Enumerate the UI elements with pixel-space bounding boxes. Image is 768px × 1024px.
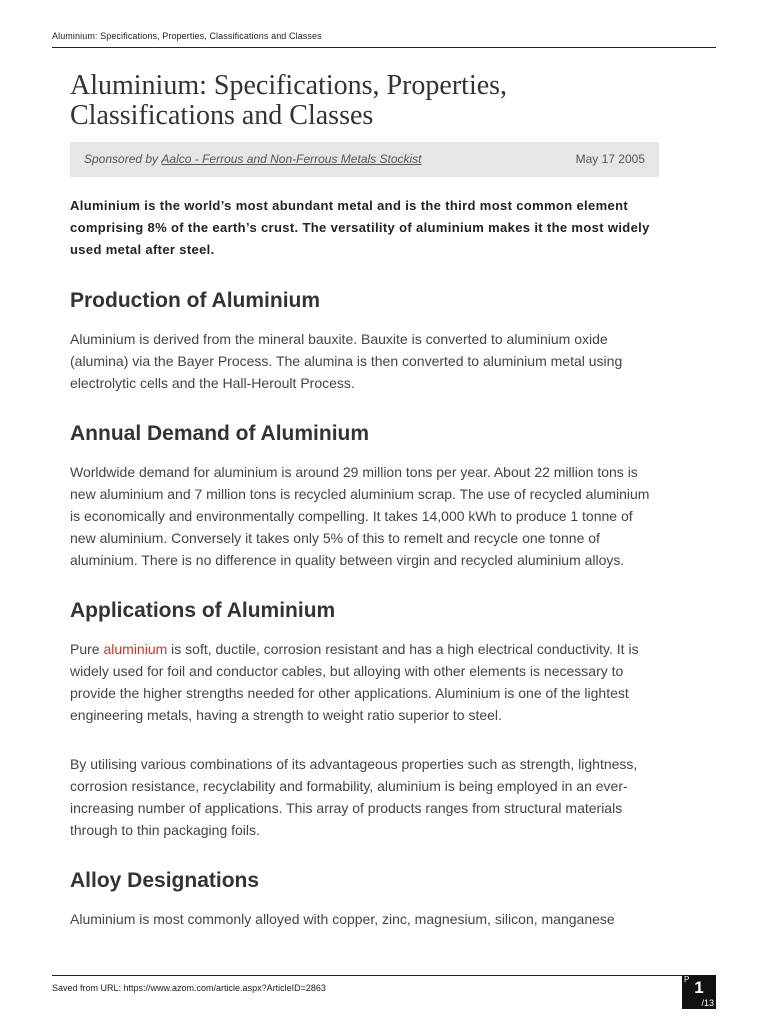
page-indicator [682,975,716,1009]
paragraph-production: Aluminium is derived from the mineral bauxite. Bauxite is converted to aluminium oxide (alumina) via the Bayer Process. The alumina is then converted to aluminium metal using electrolytic cells and the Hall-Heroult Process. [70,331,623,391]
paragraph-applications-1 [70,638,662,726]
text-span: Pure [70,641,104,657]
sponsor-prefix: Sponsored by [84,152,159,166]
section-heading-production: Production of Aluminium [70,289,321,312]
page-number: 1 [694,978,704,997]
sponsor-link[interactable]: Aalco - Ferrous and Non-Ferrous Metals Stockist [161,152,422,166]
publish-date: May 17 2005 [575,152,645,166]
page-total: /13 [701,998,714,1008]
section-heading-alloy-designations: Alloy Designations [70,869,260,892]
article-title: Aluminium: Specifications, Properties, Classifications and Classes [70,70,508,131]
section-heading-demand: Annual Demand of Aluminium [70,422,370,445]
page-label: P [684,975,690,984]
text-span: is soft, ductile, corrosion resistant and has a high electrical conductivity. It is widely used for foil and conductor cables, but alloying with other elements is necessary to provide the higher strengths needed for other applications. Aluminium is one of the lightest engineering metals, having a strength to weight ratio superior to steel. [70,641,639,723]
header-divider [52,47,716,48]
footer-divider [52,975,716,976]
article-body [70,195,662,957]
paragraph-demand: Worldwide demand for aluminium is around 29 million tons per year. About 22 million tons is new aluminium and 7 million tons is recycled aluminium scrap. The use of recycled aluminium is economically and environmentally compelling. It takes 14,000 kWh to produce 1 tonne of new aluminium. Conversely it takes only 5% of this to remelt and recycle one tonne of aluminium. There is no difference in quality between virgin and recycled aluminium alloys. [70,464,650,568]
aluminium-link[interactable]: aluminium [103,641,168,657]
running-header: Aluminium: Specifications, Properties, Classifications and Classes [52,31,322,41]
paragraph-alloy-designations: Aluminium is most commonly alloyed with copper, zinc, magnesium, silicon, manganese [70,911,615,927]
paragraph-applications-2: By utilising various combinations of its advantageous properties such as strength, lightness, corrosion resistance, recyclability and formability, aluminium is being employed in an ever-increasing number of applications. This array of products ranges from structural materials through to thin packaging foils. [70,756,638,838]
sponsor-line [84,152,422,166]
sponsor-bar [70,142,659,177]
lead-paragraph: Aluminium is the world’s most abundant metal and is the third most common element comprising 8% of the earth’s crust. The versatility of aluminium makes it the most widely used metal after steel. [70,198,650,257]
section-heading-applications: Applications of Aluminium [70,599,336,622]
saved-from-url: Saved from URL: https://www.azom.com/article.aspx?ArticleID=2863 [52,983,326,993]
